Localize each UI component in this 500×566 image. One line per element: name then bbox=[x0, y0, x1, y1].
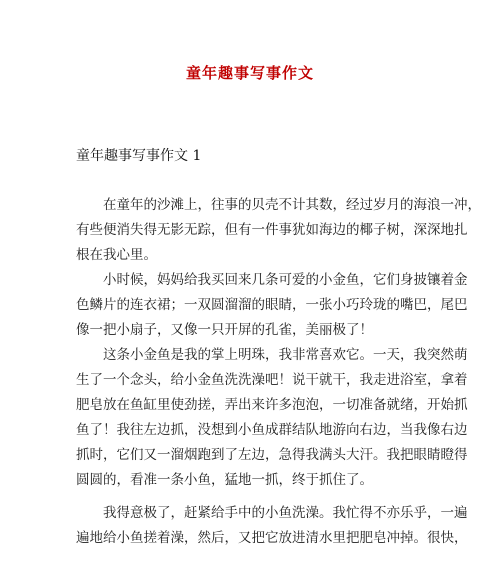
paragraph-line: 肥皂放在鱼缸里使劲搓，弄出来许多泡泡，一切准备就绪，开始抓 bbox=[76, 397, 468, 413]
document-title: 童年趣事写事作文 bbox=[185, 64, 314, 82]
paragraph-line: 这条小金鱼是我的掌上明珠，我非常喜欢它。一天，我突然萌 bbox=[76, 347, 468, 363]
paragraph-line: 色鳞片的连衣裙；一双圆溜溜的眼睛，一张小巧玲珑的嘴巴，尾巴 bbox=[76, 297, 468, 313]
paragraph-line: 遍地给小鱼搓着澡，然后，又把它放进清水里把肥皂冲掉。很快， bbox=[76, 530, 468, 546]
paragraph-line: 根在我心里。 bbox=[76, 247, 157, 263]
paragraph-line: 生了一个念头，给小金鱼洗洗澡吧！说干就干，我走进浴室，拿着 bbox=[76, 372, 468, 388]
paragraph-line: 像一把小扇子，又像一只开屏的孔雀，美丽极了！ bbox=[76, 322, 373, 338]
paragraph-line: 小时候，妈妈给我买回来几条可爱的小金鱼，它们身披镶着金 bbox=[76, 272, 468, 288]
paragraph-2 bbox=[76, 268, 468, 343]
paragraph-line: 圆圆的，看准一条小鱼，猛地一抓，终于抓住了。 bbox=[76, 472, 373, 488]
paragraph-line: 有些便消失得无影无踪，但有一件事犹如海边的椰子树，深深地扎 bbox=[76, 222, 468, 238]
paragraph-3 bbox=[76, 343, 468, 493]
paragraph-1 bbox=[76, 193, 481, 268]
paragraph-line: 鱼了！我往左边抓，没想到小鱼成群结队地游向右边，当我像右边 bbox=[76, 422, 468, 438]
paragraph-line: 在童年的沙滩上，往事的贝壳不计其数，经过岁月的海浪一冲， bbox=[76, 197, 481, 213]
paragraph-4 bbox=[76, 501, 468, 551]
paragraph-line: 抓时，它们又一溜烟跑到了左边，急得我满头大汗。我把眼睛瞪得 bbox=[76, 447, 468, 463]
paragraph-line: 我得意极了，赶紧给手中的小鱼洗澡。我忙得不亦乐乎，一遍 bbox=[76, 505, 468, 521]
section-heading: 童年趣事写事作文 1 bbox=[76, 148, 202, 164]
